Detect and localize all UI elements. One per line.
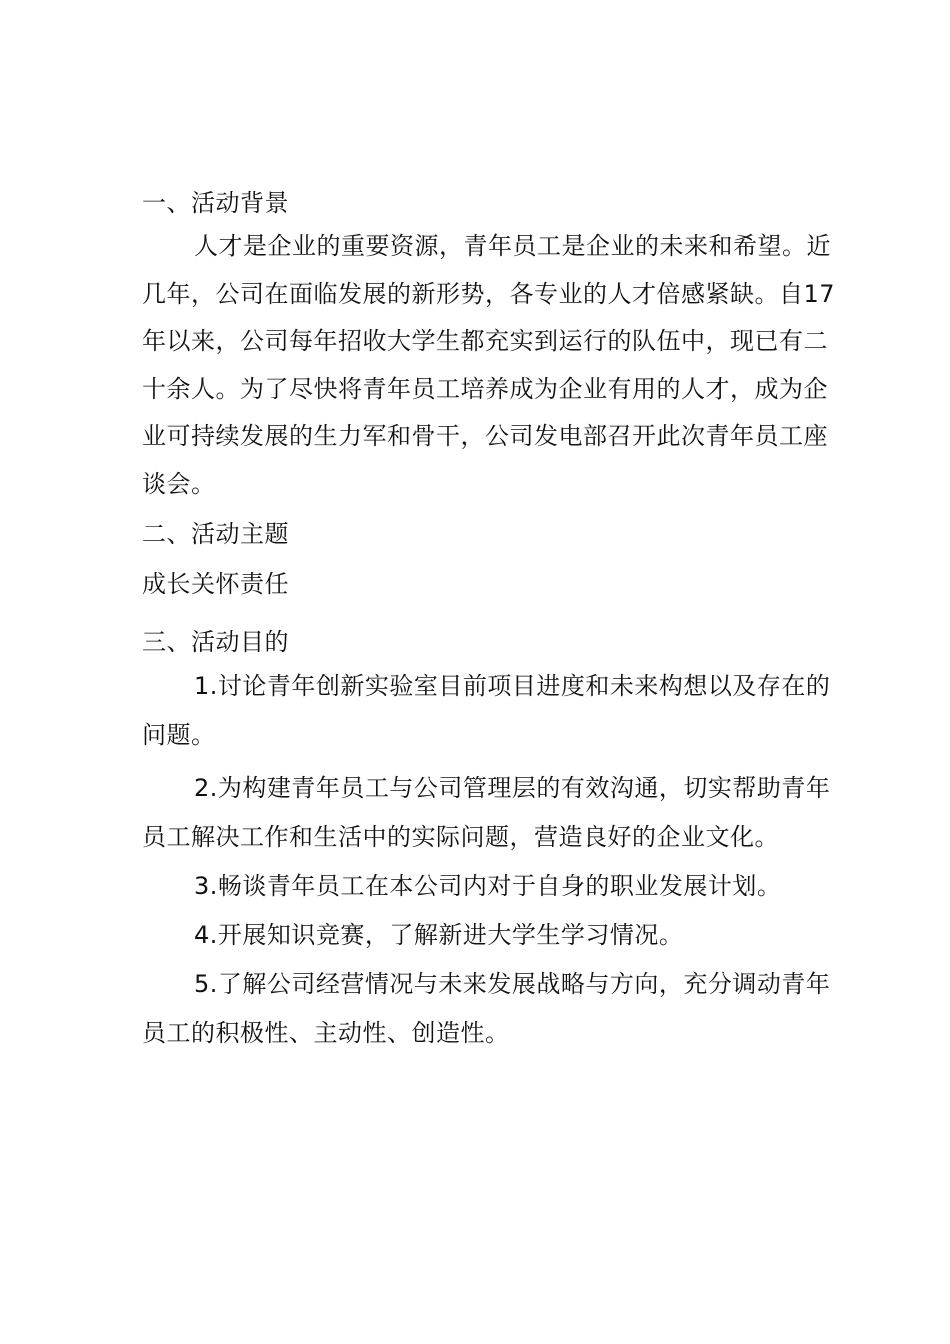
purpose-item-1: 1.讨论青年创新实验室目前项目进度和未来构想以及存在的问题。 [142, 672, 831, 749]
purpose-item-4: 4.开展知识竞赛，了解新进大学生学习情况。 [194, 921, 684, 949]
theme-text: 成长关怀责任 [142, 570, 289, 598]
purpose-item-3: 3.畅谈青年员工在本公司内对于自身的职业发展计划。 [194, 872, 782, 900]
purpose-item-2: 2.为构建青年员工与公司管理层的有效沟通，切实帮助青年员工解决工作和生活中的实际问题，营造良好的企业文化。 [142, 774, 831, 851]
section-heading-theme: 二、活动主题 [142, 520, 289, 548]
background-paragraph: 人才是企业的重要资源，青年员工是企业的未来和希望。近几年，公司在面临发展的新形势，各专业的人才倍感紧缺。自17年以来，公司每年招收大学生都充实到运行的队伍中，现已有二十余人。为了尽快将青年员工培养成为企业有用的人才，成为企业可持续发展的生力军和骨干，公司发电部召开此次青年员工座谈会。 [142, 232, 836, 498]
section-heading-background: 一、活动背景 [142, 189, 289, 217]
purpose-list [142, 662, 842, 1058]
purpose-item-5: 5.了解公司经营情况与未来发展战略与方向，充分调动青年员工的积极性、主动性、创造性。 [142, 970, 831, 1047]
section-heading-purpose: 三、活动目的 [142, 628, 289, 656]
document-body [142, 183, 842, 1058]
